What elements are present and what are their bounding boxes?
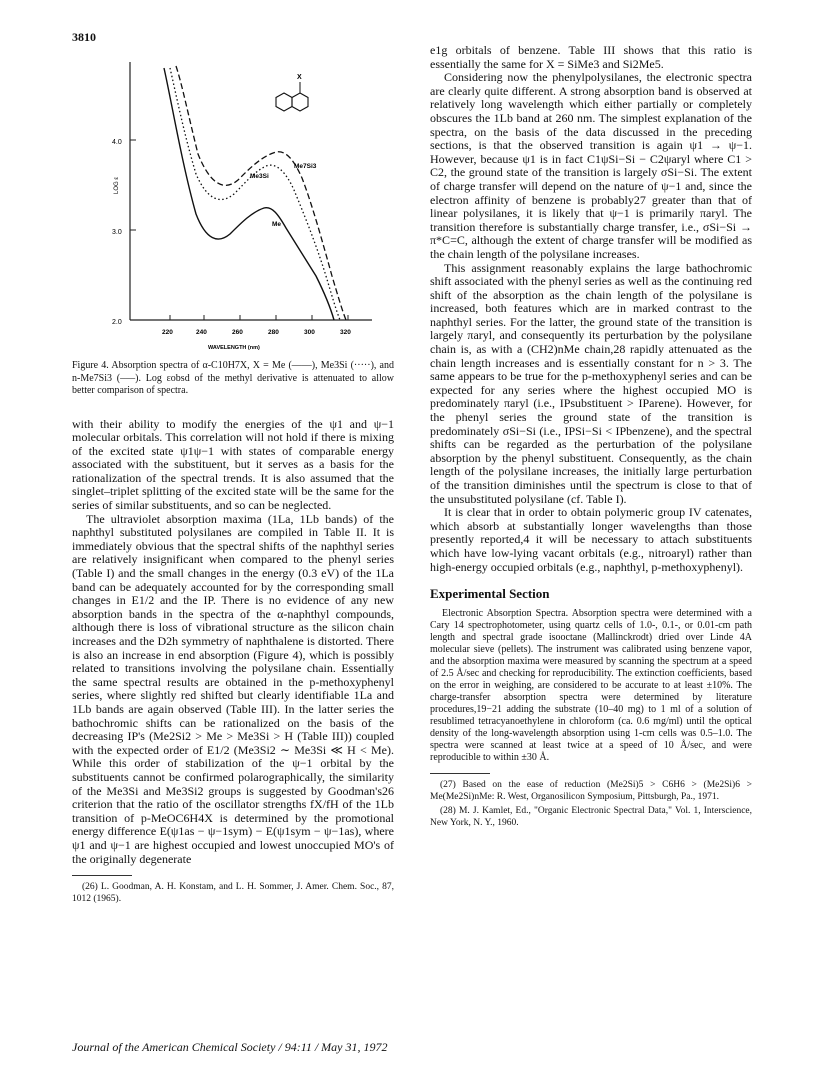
x-tick-label: 300 [304,329,315,336]
footnote: (27) Based on the ease of reduction (Me2Si)5 > C6H6 > (Me2Si)6 > Me(Me2Si)nMe: R. West, Organosilicon Symposium, Pittsburgh, Pa., 1971. [430,780,752,802]
right-column [430,44,752,832]
x-tick-label: 280 [268,329,279,336]
footnote: (28) M. J. Kamlet, Ed., "Organic Electronic Spectral Data," Vol. 1, Interscience, New York, N. Y., 1960. [430,806,752,828]
naphthyl-structure [276,74,308,111]
x-axis-label: WAVELENGTH (nm) [208,345,260,351]
body-paragraph: This assignment reasonably explains the large bathochromic shift associated with the phenyl series as well as the continuing red shift of the absorption as the chain length of the polysilane is increased, both features which are in marked contrast to the naphthyl series. For the latter, the ground state of the transition is largely πaryl, and consequently its perturbation by the polysilane chain is, as with a (CH2)nMe chain,28 rapidly attenuated as the chain length increases and is essentially constant for n > 3. The same appears to be true for the p-methoxyphenyl series and can be expected for any series where the highest occupied MO is predominately πaryl (i.e., IPsubstituent > IParene). However, for the phenyl series the ground state of the transition is predominately σSi−Si (i.e., IPSi−Si < IPbenzene), and the spectral shifts can be regarded as the perturbation of the polysilane absorption by the phenyl substituent. Consequently, as the chain length of the polysilane increases, the initially large perturbation of the transition diminishes until the spectrum is close to that of the unsubstituted polysilane (cf. Table I). [430,260,752,506]
curve-me7si3 [176,66,346,320]
curve-label-me: Me [272,221,282,228]
footnote: (26) L. Goodman, A. H. Konstam, and L. H. Sommer, J. Amer. Chem. Soc., 87, 1012 (1965). [72,882,394,904]
svg-text:X: X [297,74,302,81]
figure-4 [72,44,394,356]
x-tick-label: 220 [162,329,173,336]
curve-me3si [170,68,340,320]
body-paragraph: The ultraviolet absorption maxima (1La, 1Lb bands) of the naphthyl substituted polysilanes are compiled in Table II. It is immediately obvious that the spectral shifts of the naphthyl series are relatively insignificant when compared to the phenyl series (Table I) and the small changes in the energy (0.3 eV) of the 1La band can be adequately accounted for by the corresponding small changes in E1/2 and the IP. There is no evidence of any new absorption bands in the spectra of the α-naphthyl compounds, although there is loss of vibrational structure as the silicon chain increases and the D2h symmetry of naphthalene is distorted. There is also an increase in end absorption (Figure 4), which is possibly related to transitions involving the polysilane chain. Essentially the same spectral results are obtained in the p-methoxyphenyl series, where slightly red shifted but clearly identifiable 1La and 1Lb bands are again observed (Table III). In the latter series the bathochromic shifts can be rationalized on the basis of the decreasing IP's (Me2Si2 > Me > Me3Si > H (Table III)) coupled with the expected order of E1/2 (Me3Si2 ∼ Me3Si ≪ H < Me). While this order of stabilization of the ψ−1 orbital by the substituents cannot be confirmed polarographically, the similarity of the Me3Si and Me3Si2 groups is suggested by Goodman's26 criterion that the ratio of the oscillator strengths fX/fH of the 1Lb transition of p-MeOC6H4X is determined by the promotional energy difference E(ψ1as − ψ−1sym) − E(ψ1sym − ψ−1as), where ψ1 and ψ−1 are highest occupied and lowest unoccupied MO's of the originally degenerate [72,511,394,866]
y-tick-label: 4.0 [112,139,122,146]
curve-label-me3si: Me3Si [250,173,269,180]
spectra-plot [72,44,394,356]
body-paragraph: Considering now the phenylpolysilanes, the electronic spectra are clearly quite different. A strong absorption band is observed at relatively long wavelength which either partially or completely obscures the 1Lb band at 260 nm. The simplest explanation of the spectra, on the basis of the data discussed in the preceding sections, is that the observed transition is again ψ1 → ψ−1. However, because ψ1 is in fact C1ψSi−Si − C2ψaryl where C1 > C2, the ground state of the transition is largely σSi−Si. The extent of charge transfer will depend on the nature of ψ−1 and, since the electron affinity of benzene is probably27 greater than that of linear polysilanes, it is likely that ψ−1 is primarily πaryl. The transition therefore is substantially charge transfer, i.e., σSi−Si → π*C=C, although the extent of charge transfer will be modified as the chain length of the polysilane increases. [430,70,752,261]
x-tick-label: 260 [232,329,243,336]
body-paragraph: It is clear that in order to obtain polymeric group IV catenates, which absorb at substantially longer wavelengths than those presently reported,4 it will be necessary to attach substituents which have low-lying vacant orbitals (e.g., nitroaryl) rather than high-energy occupied orbitals (e.g., naphthyl, p-methoxyphenyl). [430,505,752,574]
body-paragraph: with their ability to modify the energies of the ψ1 and ψ−1 molecular orbitals. This correlation will not hold if there is mixing of the excited state ψ1ψ−1 with states of comparable energy associated with the substituent, but it serves as a basis for the rationalization of the spectral trends. It is also assumed that the singlet–triplet splitting of the excited state will be the same for the series of similar substituents, and so can be neglected. [72,416,394,513]
y-tick-label: 2.0 [112,319,122,326]
body-paragraph: e1g orbitals of benzene. Table III shows that this ratio is essentially the same for X = SiMe3 and Si2Me5. [430,43,752,71]
figure-caption: Figure 4. Absorption spectra of α-C10H7X, X = Me (——), Me3Si (·····), and n-Me7Si3 (–––). Log εobsd of the methyl derivative is attenuated to allow better comparison of spectra. [72,360,394,396]
y-tick-label: 3.0 [112,229,122,236]
page-number: 3810 [72,30,96,44]
footnote-rule [72,875,132,876]
x-tick-label: 320 [340,329,351,336]
curve-label-me7si3: Me7Si3 [294,163,317,170]
left-column [72,44,394,908]
section-heading: Experimental Section [430,586,550,602]
y-axis-label: LOG ε [114,176,120,194]
footnote-rule [430,773,490,774]
journal-footer: Journal of the American Chemical Society / 94:11 / May 31, 1972 [72,1040,388,1054]
experimental-paragraph: Electronic Absorption Spectra. Absorption spectra were determined with a Cary 14 spectrophotometer, using quartz cells of 1.0-, 0.1-, or 0.01-cm path length and spectral grade isooctane (Mallinckrodt) dried over Linde 4A molecular sieve (pellets). The instrument was calibrated using benzene vapor, and the absorption maxima were measured by scanning the spectrum at a speed of 2.5 Å/sec and checking for reproducibility. The extinction coefficients, based on the error in weighing, are considered to be accurate to at least ±10%. The charge-transfer absorption spectra were determined by literature procedures,19−21 adding the substrate (10–40 mg) to 1 ml of a solution of resublimed tetracyanoethylene in chloroform (ca. 0.6 mg/ml) until the optical density of the long-wavelength absorption using 1-cm cells was 0.5–1.0. The spectra were scanned at least twice at a speed of 10 Å/sec, and were reproducible to within ±30 Å. [430,608,752,764]
x-tick-label: 240 [196,329,207,336]
